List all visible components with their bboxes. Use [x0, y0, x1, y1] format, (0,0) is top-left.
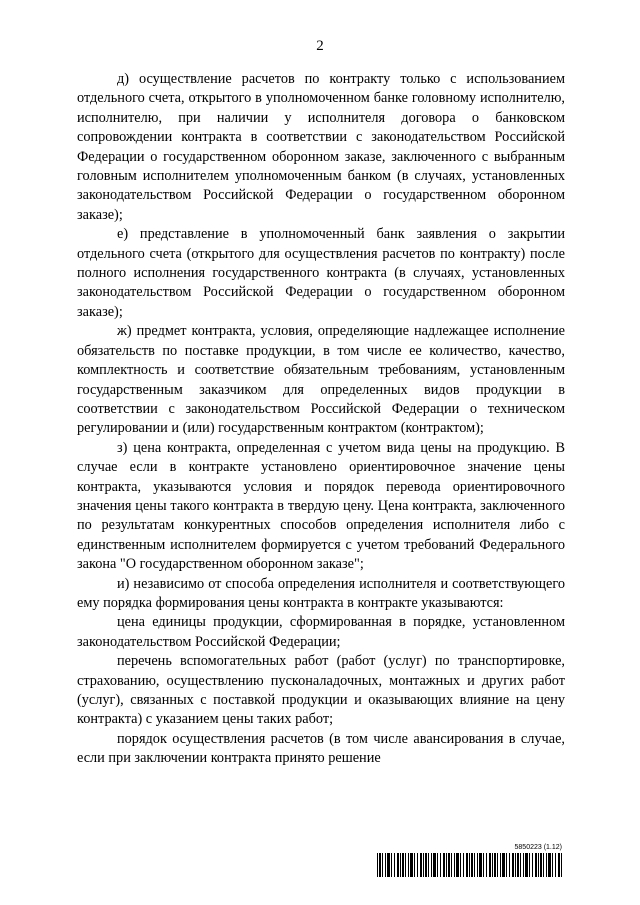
barcode-image — [377, 853, 562, 877]
document-body — [77, 70, 565, 769]
paragraph-payment-procedure: порядок осуществления расчетов (в том числе авансирования в случае, если при заключении контракта принято решение — [77, 730, 565, 767]
paragraph-e: е) представление в уполномоченный банк заявления о закрытии отдельного счета (открытого для осуществления расчетов по контракту) после полного исполнения государственного контракта (в случаях, установленных законодательством Российской Федерации о государственном оборонном заказе); — [77, 226, 565, 320]
paragraph-unit-price: цена единицы продукции, сформированная в порядке, установленном законодательством Российской Федерации; — [77, 614, 565, 650]
paragraph-zh: ж) предмет контракта, условия, определяющие надлежащее исполнение обязательств по поставке продукции, в том числе ее количество, качество, комплектность и соответствие обязательным требованиям, установленным государственным заказчиком для определенных видов продукции в соответствии с законодательством Российской Федерации о техническом регулировании и (или) государственным контрактом (контрактом); — [77, 323, 565, 437]
paragraph-z: з) цена контракта, определенная с учетом вида цены на продукцию. В случае если в контракте установлено ориентировочное значение цены контракта, указываются условия и порядок перевода ориентировочного значения цены такого контракта в твердую цену. Цена контракта, заключенного по результатам конкурентных способов определения исполнителя либо с единственным исполнителем формируется с учетом требований Федерального закона "О государственном оборонном заказе"; — [77, 439, 565, 573]
paragraph-d: д) осуществление расчетов по контракту только с использованием отдельного счета, открытого в уполномоченном банке головному исполнителю, исполнителю, при наличии у исполнителя договора о банковском сопровождении контракта в соответствии с законодательством Российской Федерации о государственном оборонном заказе, заключенного с выбранным головным исполнителем уполномоченным банком (в случаях, установленных законодательством Российской Федерации о государственном оборонном заказе); — [77, 71, 565, 223]
paragraph-auxiliary-works: перечень вспомогательных работ (работ (услуг) по транспортировке, страхованию, осуществлению пусконаладочных, монтажных и других работ (услуг), связанных с поставкой продукции и оказывающих влияние на цену контракта) с указанием цены таких работ; — [77, 653, 565, 728]
paragraph-i: и) независимо от способа определения исполнителя и соответствующего ему порядка формирования цены контракта в контракте указываются: — [77, 575, 565, 611]
document-code: 5850223 (1.12) — [514, 844, 562, 851]
page-number: 2 — [316, 38, 324, 54]
